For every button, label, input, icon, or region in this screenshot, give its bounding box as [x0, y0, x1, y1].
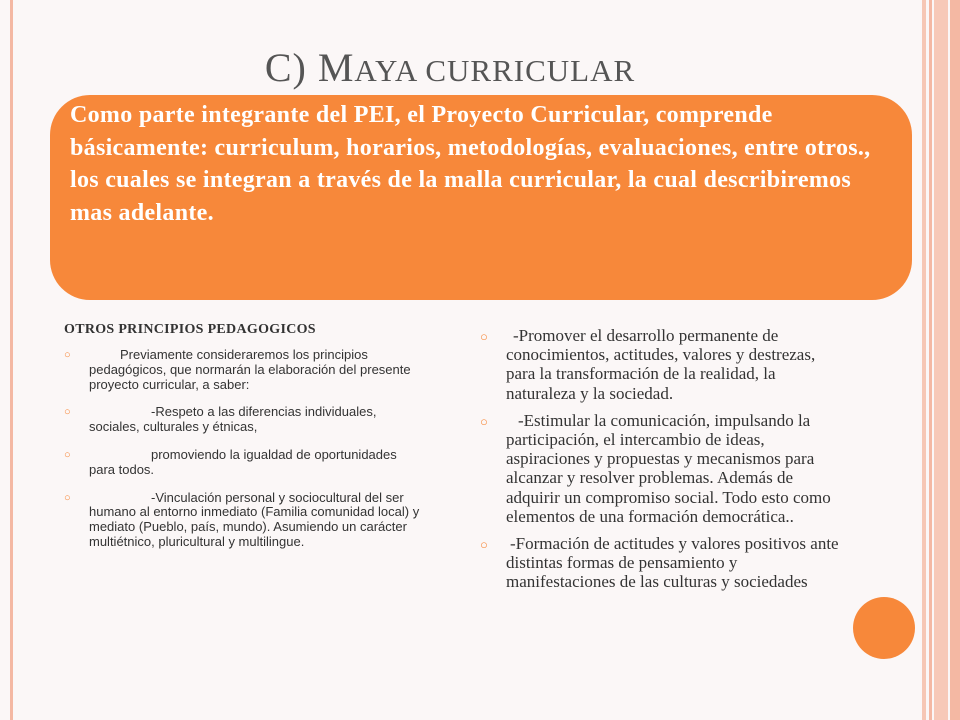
list-item	[64, 405, 424, 435]
right-accent-stripes	[922, 0, 960, 720]
left-item-2: -Respeto a las diferencias individuales, sociales, culturales y étnicas,	[89, 404, 377, 435]
bullet-icon: ○	[480, 413, 488, 429]
left-list	[64, 348, 424, 550]
left-item-3: promoviendo la igualdad de oportunidades para todos.	[89, 446, 397, 477]
banner-text: Como parte integrante del PEI, el Proyecto Curricular, comprende básicamente: curriculum, horarios, metodologías, evaluaciones, entre otros., los cuales se integran a través de la malla curricular, la cual describiremos mas adelante.	[70, 102, 871, 226]
title-first: C) M	[264, 45, 355, 90]
list-item	[480, 411, 845, 526]
bullet-icon: ○	[64, 448, 71, 461]
left-accent-line	[10, 0, 13, 720]
bullet-icon: ○	[64, 406, 71, 419]
bullet-icon: ○	[480, 537, 488, 553]
list-item	[64, 348, 424, 392]
list-item	[64, 491, 424, 550]
title-rest: AYA CURRICULAR	[354, 53, 636, 88]
slide-title	[0, 44, 900, 91]
right-item-1: -Promover el desarrollo permanente de conocimientos, actitudes, valores y destrezas, para la transformación de la realidad, la naturaleza y la sociedad.	[506, 326, 816, 403]
list-item	[64, 448, 424, 478]
bullet-icon: ○	[480, 329, 488, 344]
left-item-1: Previamente consideraremos los principios pedagógicos, que normarán la elaboración del presente proyecto curricular, a saber:	[89, 347, 411, 392]
summary-banner	[50, 95, 912, 300]
right-item-3: -Formación de actitudes y valores positivos ante distintas formas de pensamiento y manifestaciones de las culturas y sociedades	[506, 534, 839, 592]
list-item	[480, 326, 845, 403]
right-column	[480, 326, 845, 600]
right-list	[480, 326, 845, 592]
left-column	[64, 322, 424, 563]
bullet-icon: ○	[64, 491, 71, 504]
right-item-2: -Estimular la comunicación, impulsando la participación, el intercambio de ideas, aspiraciones y propuestas y mecanismos para alcanzar y resolver problemas. Además de adquirir un compromiso social. Todo esto como elementos de una formación democrática..	[506, 410, 831, 526]
left-item-4: -Vinculación personal y sociocultural del ser humano al entorno inmediato (Familia comunidad local) y mediato (Pueblo, país, mundo). Asumiendo un carácter multiétnico, pluricultural y multilingue.	[89, 489, 420, 549]
bullet-icon: ○	[64, 349, 71, 361]
decorative-circle	[853, 597, 915, 659]
list-item	[480, 534, 845, 592]
left-heading: OTROS PRINCIPIOS PEDAGOGICOS	[64, 322, 316, 337]
